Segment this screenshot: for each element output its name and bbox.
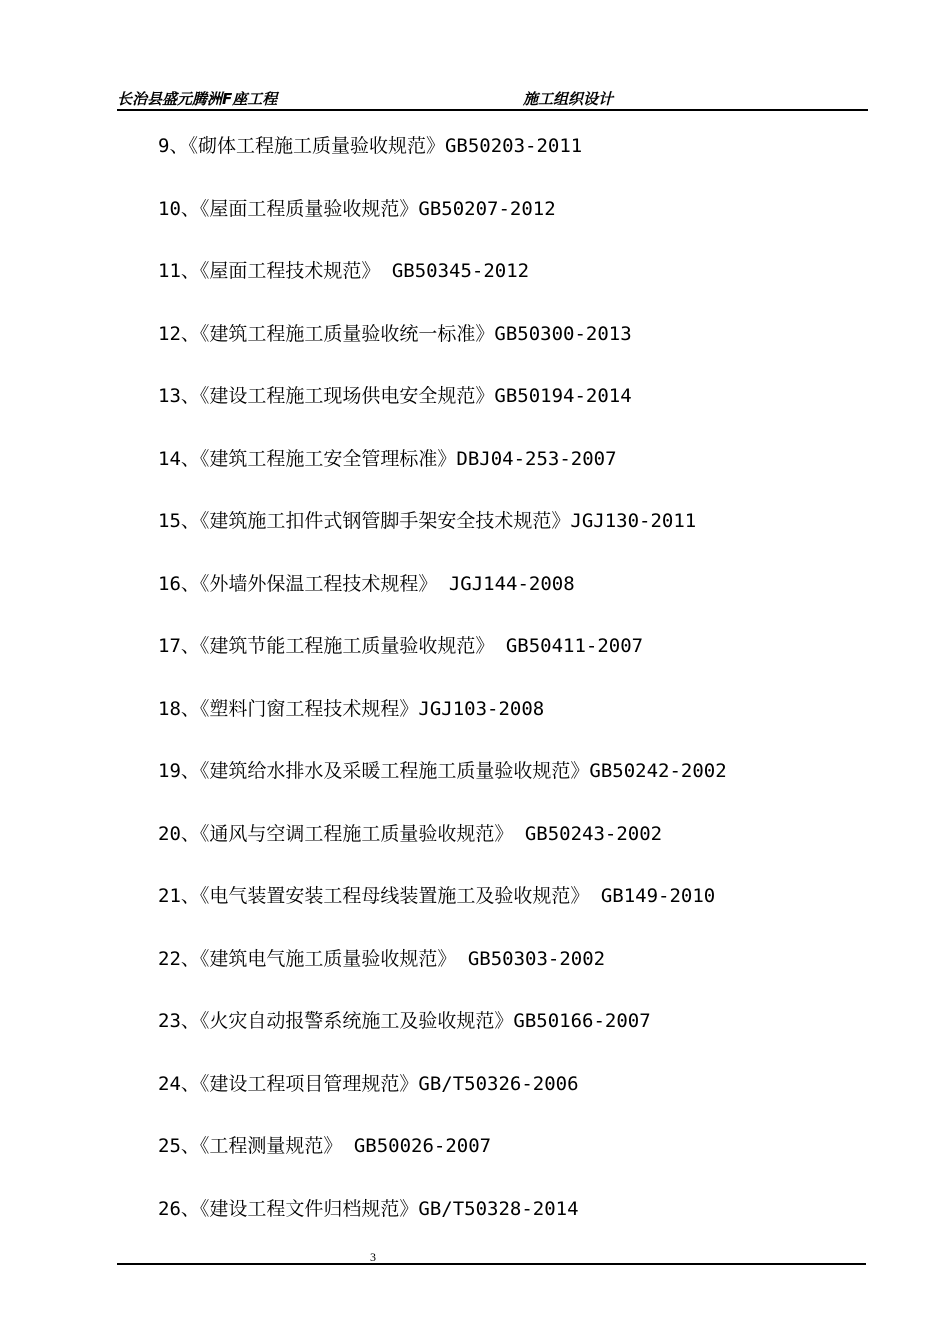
- page-header: [117, 86, 868, 108]
- page-number: 3: [370, 1250, 376, 1264]
- footer-divider: [117, 1263, 866, 1265]
- list-item: 10、《屋面工程质量验收规范》GB50207-2012: [158, 197, 556, 220]
- header-divider: [117, 109, 868, 111]
- list-item: 12、《建筑工程施工质量验收统一标准》GB50300-2013: [158, 322, 632, 345]
- list-item: 23、《火灾自动报警系统施工及验收规范》GB50166-2007: [158, 1010, 651, 1032]
- list-item: 19、《建筑给水排水及采暖工程施工质量验收规范》GB50242-2002: [158, 760, 727, 782]
- header-document-title: 施工组织设计: [523, 90, 614, 108]
- list-item: 14、《建筑工程施工安全管理标准》DBJ04-253-2007: [158, 447, 617, 470]
- list-item: 11、《屋面工程技术规范》 GB50345-2012: [158, 260, 530, 282]
- list-item: 9、《砌体工程施工质量验收规范》GB50203-2011: [158, 135, 583, 157]
- list-item: 15、《建筑施工扣件式钢管脚手架安全技术规范》JGJ130-2011: [158, 510, 697, 532]
- list-item: 16、《外墙外保温工程技术规程》 JGJ144-2008: [158, 572, 575, 595]
- list-item: 26、《建设工程文件归档规范》GB/T50328-2014: [158, 1197, 579, 1220]
- list-item: 17、《建筑节能工程施工质量验收规范》 GB50411-2007: [158, 635, 644, 657]
- list-item: 22、《建筑电气施工质量验收规范》 GB50303-2002: [158, 947, 606, 970]
- list-item: 13、《建设工程施工现场供电安全规范》GB50194-2014: [158, 385, 632, 407]
- list-item: 20、《通风与空调工程施工质量验收规范》 GB50243-2002: [158, 822, 663, 845]
- list-item: 25、《工程测量规范》 GB50026-2007: [158, 1135, 492, 1157]
- list-item: 18、《塑料门窗工程技术规程》JGJ103-2008: [158, 697, 545, 720]
- header-project-name: 长治县盛元腾洲F座工程: [117, 90, 278, 108]
- list-item: 24、《建设工程项目管理规范》GB/T50326-2006: [158, 1072, 579, 1095]
- list-item: 21、《电气装置安装工程母线装置施工及验收规范》 GB149-2010: [158, 885, 716, 907]
- standards-list: [158, 130, 858, 1255]
